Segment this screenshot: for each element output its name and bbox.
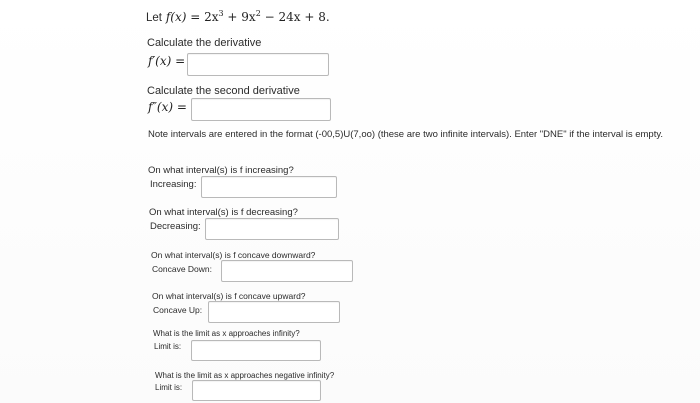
second-derivative-lhs: f″(x) = [148, 100, 187, 114]
function-lhs: f(x) [165, 10, 187, 24]
derivative-prompt: Calculate the derivative [147, 37, 262, 49]
question-limit-infinity: What is the limit as x approaches infinity? [153, 329, 300, 338]
limit-infinity-label: Limit is: [154, 342, 182, 351]
decreasing-label: Decreasing: [150, 221, 201, 232]
question-decreasing: On what interval(s) is f decreasing? [149, 207, 298, 218]
increasing-input[interactable] [201, 176, 337, 198]
limit-negative-infinity-label: Limit is: [155, 383, 183, 392]
format-note: Note intervals are entered in the format (-00,5)U(7,oo) (these are two infinite intervals). Enter "DNE" if the interval is empty. [148, 129, 664, 140]
concave-up-label: Concave Up: [153, 305, 203, 315]
function-exp-2: 2 [255, 9, 261, 18]
question-increasing: On what interval(s) is f increasing? [148, 165, 294, 176]
derivative-lhs: f′(x) = [148, 54, 186, 68]
concave-down-input[interactable] [221, 260, 353, 282]
function-exp-1: 3 [218, 9, 224, 18]
function-term-2: + 9x [223, 10, 256, 24]
concave-down-label: Concave Down: [152, 264, 213, 274]
decreasing-input[interactable] [205, 218, 339, 240]
derivative-input[interactable] [187, 53, 329, 76]
problem-statement [146, 9, 330, 24]
question-concave-up: On what interval(s) is f concave upward? [152, 291, 306, 301]
question-concave-down: On what interval(s) is f concave downward? [151, 250, 316, 260]
function-term-3: − 24x + 8. [260, 10, 330, 24]
concave-up-input[interactable] [208, 301, 340, 323]
equals-sign: = [190, 10, 205, 24]
question-limit-negative-infinity: What is the limit as x approaches negative infinity? [155, 371, 335, 380]
second-derivative-prompt: Calculate the second derivative [147, 85, 300, 97]
increasing-label: Increasing: [150, 179, 197, 190]
function-term-1: 2x [204, 10, 219, 24]
let-prefix: Let [146, 12, 162, 24]
limit-infinity-input[interactable] [191, 340, 321, 361]
limit-negative-infinity-input[interactable] [192, 380, 321, 401]
second-derivative-input[interactable] [191, 98, 331, 121]
